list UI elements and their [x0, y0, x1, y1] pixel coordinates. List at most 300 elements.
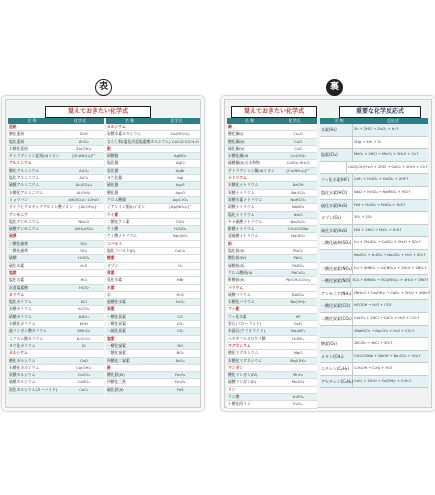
compound-formula: CH₃COONa — [287, 226, 309, 232]
compound-name: カリウム — [9, 291, 25, 297]
compound-formula — [279, 124, 317, 130]
compound-name: 塩化水素 — [9, 277, 25, 283]
table-row — [227, 372, 317, 379]
compound-name: 氷晶石(クリオライト) — [228, 328, 265, 334]
compound-name: 硝酸カリウム — [9, 313, 32, 319]
compound-formula — [64, 292, 104, 298]
compound-name: 塩化ナトリウム — [228, 211, 255, 217]
compound-formula — [160, 285, 200, 291]
table-row — [227, 233, 317, 240]
compound-formula: AlCl₃ — [79, 175, 89, 181]
compound-name: 二酸化炭素 — [107, 321, 126, 327]
reaction-row — [320, 124, 428, 137]
compound-formula: NaHCO₃ — [290, 196, 306, 202]
table-row — [106, 343, 200, 350]
compound-formula: HBr — [176, 277, 184, 283]
table-row — [106, 153, 200, 160]
reaction-row — [320, 212, 428, 225]
compound-formula — [64, 233, 104, 239]
reaction-row — [320, 363, 428, 376]
compound-formula: Ba(OH)₂ — [290, 299, 306, 305]
header-name: 名 称 — [27, 118, 37, 123]
table-row — [8, 219, 104, 226]
compound-name: 塩化アルミニウム — [9, 175, 40, 181]
table-row — [227, 314, 317, 321]
compound-formula: AgI — [177, 175, 184, 181]
compound-formula: CaO — [79, 357, 88, 363]
reaction-row — [320, 225, 428, 238]
table-row — [8, 299, 104, 306]
compound-name: 窒素 — [107, 335, 115, 341]
table-row — [227, 212, 317, 219]
compound-name: 酢酸ナトリウム — [228, 226, 255, 232]
compound-formula: Al₂(SO₄)₃ — [75, 182, 93, 188]
compound-formula: Mg(OH)₂ — [290, 357, 307, 363]
section-header — [227, 387, 317, 394]
section-header — [8, 270, 104, 277]
compound-formula: K₂CO₃ — [78, 306, 90, 312]
table-row — [106, 263, 200, 270]
table-row — [8, 314, 104, 321]
reaction-row — [320, 376, 428, 389]
table-row — [8, 197, 104, 204]
table-row — [227, 139, 317, 146]
table-row — [106, 219, 200, 226]
compound-formula: CS₂ — [176, 328, 184, 334]
table-row — [8, 277, 104, 284]
compound-name: 酸化マグネシウム — [228, 350, 259, 356]
reaction-row — [320, 250, 428, 263]
compound-formula: Ca(OH)₂ — [76, 364, 92, 370]
table-row — [227, 153, 317, 160]
compound-name: 鉄 — [107, 364, 111, 370]
compound-formula: KOH — [79, 321, 88, 327]
compound-name: 臭素 — [107, 269, 115, 275]
table-row — [106, 131, 200, 138]
reaction-equation: CaCO₃ + 2HCl → CaCl₂ + H₂O + CO₂↑ — [354, 315, 420, 320]
section-header — [106, 212, 200, 219]
section-header — [106, 270, 200, 277]
reaction-product: 塩化水素(HCl) — [320, 187, 353, 199]
compound-formula — [160, 146, 200, 152]
reaction-equation: CH₃COONa + NaOH → Na₂CO₃ + CH₄↑ — [354, 353, 421, 358]
compound-formula: CO₂ — [176, 321, 184, 327]
table-row — [8, 226, 104, 233]
compound-name: 酸化銅(II) — [228, 138, 245, 144]
compound-formula — [64, 350, 104, 356]
table-row — [106, 168, 200, 175]
formula-list — [8, 124, 104, 394]
compound-formula: Pb(CH₃COO)₂ — [285, 277, 311, 283]
table-row — [8, 343, 104, 350]
reaction-equation: FeS + 2HCl → FeCl₂ + H₂S↑ — [354, 227, 402, 232]
compound-formula: Fe₂O₃ — [175, 372, 186, 378]
table-row — [227, 146, 317, 153]
compound-name: 塩化アンモニウム — [9, 218, 40, 224]
table-row — [227, 255, 317, 262]
table-row — [227, 168, 317, 175]
compound-formula: Zn(OH)₂ — [76, 145, 92, 151]
reaction-product — [320, 137, 353, 149]
table-row — [8, 131, 104, 138]
compound-formula: K₂Cr₂O₇ — [76, 335, 91, 341]
reaction-equation: Na₂SO₃ + H₂SO₄ → Na₂SO₄ + H₂O + SO₂↑ — [354, 252, 427, 257]
compound-formula — [279, 285, 317, 291]
compound-formula: NaNO₃ — [291, 204, 305, 210]
compound-name: ヨウ化銀 — [107, 175, 123, 181]
compound-formula — [279, 241, 317, 247]
table-row — [8, 336, 104, 343]
table-row — [106, 321, 200, 328]
compound-formula: H₂O₂ — [175, 299, 185, 305]
compound-name: クロム酸鉛(II) — [228, 269, 253, 275]
header-formula: 化学式 — [170, 118, 183, 123]
section-header — [227, 306, 317, 313]
compound-formula: Na₂S₂O₃ — [290, 218, 306, 224]
reaction-equation: 3Cu + 8HNO₃ → 3Cu(NO₃)₂ + 4H₂O + 2NO↑ — [352, 278, 429, 283]
table-row — [227, 394, 317, 401]
compound-formula — [279, 175, 317, 181]
compound-formula: CaCO₃ — [77, 372, 90, 378]
compound-name: マンガン — [228, 364, 244, 370]
compound-formula: Cu(OH)₂ — [290, 153, 306, 159]
section-header — [227, 343, 317, 350]
section-header — [106, 306, 200, 313]
table-row — [227, 350, 317, 357]
table-row — [106, 182, 200, 189]
compound-name: 硫酸 — [9, 255, 17, 261]
table-row — [106, 233, 200, 240]
compound-formula: NO₂ — [176, 350, 184, 356]
reaction-equation: CaC₂ + 2H₂O → Ca(OH)₂ + C₂H₂↑ — [354, 378, 412, 383]
reaction-row — [320, 137, 428, 150]
compound-formula: NaCl — [293, 211, 303, 217]
compound-name: 一酸化炭素 — [107, 313, 126, 319]
compound-name: フッ素 — [228, 306, 240, 312]
reaction-equation: Zn + 2HCl → ZnCl₂ + H₂↑ — [354, 127, 399, 131]
compound-name: リン酸 — [228, 393, 240, 399]
header-name: 名 称 — [124, 118, 135, 123]
compound-formula: HClO — [79, 284, 89, 290]
compound-name: アルミニウム — [9, 160, 32, 166]
compound-name: 硫酸アンモニウム — [9, 226, 40, 232]
compound-name: 酸化鉛(IV) — [228, 255, 247, 261]
reaction-table — [320, 118, 431, 388]
compound-name: 水素 — [107, 284, 115, 290]
compound-name: 水酸化カリウム — [9, 321, 36, 327]
compound-name: 二硫化炭素 — [107, 328, 126, 334]
compound-name: バリウム — [228, 284, 244, 290]
compound-name: 硫化鉄(II) — [107, 386, 124, 392]
compound-formula: Al(OH)₃ — [76, 189, 91, 195]
compound-name: 鉛 — [228, 240, 232, 246]
compound-name: テトラアンミン亜鉛(II)イオン — [9, 153, 60, 159]
compound-formula: [Cu(NH₃)₄]²⁺ — [286, 167, 310, 173]
reaction-equation: MnO₂ + 4HCl → MnCl₂ + 2H₂O + Cl₂↑ — [354, 152, 420, 157]
table-row — [106, 299, 200, 306]
section-header — [106, 255, 200, 262]
compound-formula — [279, 343, 317, 349]
compound-name: 四酸化三鉄 — [107, 379, 126, 385]
front-label: 表 — [95, 79, 112, 96]
compound-name: 亜硫酸ナトリウム — [228, 233, 259, 239]
compound-name: 酸素 — [107, 255, 115, 261]
compound-name: 銅 — [228, 124, 232, 129]
compound-name: 四酸化二窒素 — [107, 357, 130, 363]
reaction-equation: Cu + 2H₂SO₄ → CuSO₄ + 2H₂O + SO₂↑ — [354, 240, 422, 245]
table-row — [8, 358, 104, 365]
table-row — [227, 190, 317, 197]
section-header — [106, 365, 200, 372]
table-row — [8, 255, 104, 262]
compound-name: 炭化カルシウム(カーバイド) — [9, 386, 58, 392]
compound-formula — [160, 255, 200, 261]
section-header — [227, 365, 317, 372]
formula-list — [106, 124, 200, 394]
reaction-product: メタン(CH₄) — [320, 351, 353, 363]
compound-name: 酸化カルシウム — [9, 357, 36, 363]
front-card — [2, 96, 204, 411]
compound-name: 酢酸鉛(II) — [228, 277, 245, 283]
reaction-row — [320, 288, 431, 301]
section-header — [227, 285, 317, 292]
compound-formula: Ag₂O — [175, 189, 185, 195]
section-header — [227, 241, 317, 248]
compound-formula: BaSO₄ — [292, 291, 305, 297]
table-row — [227, 299, 317, 306]
compound-formula: CuO — [294, 138, 303, 144]
table-row — [8, 241, 104, 248]
compound-name: 水酸化アルミニウム — [9, 189, 43, 195]
back-label: 裏 — [326, 79, 343, 96]
reaction-product: エチレン(C₂H₄) — [320, 363, 353, 375]
compound-name: アンモニア — [9, 211, 28, 217]
compound-name: 水酸化マグネシウム — [228, 357, 263, 363]
compound-formula — [279, 306, 317, 312]
compound-formula: CoCl₂ — [175, 248, 186, 254]
table-row — [227, 131, 317, 138]
reaction-row — [320, 263, 428, 276]
reaction-equation: 2Hg → 2H₂ + O₂ — [354, 139, 382, 144]
compound-name: 炭酸カリウム — [9, 306, 32, 312]
compound-name: 水酸化ナトリウム — [228, 182, 259, 188]
compound-name: カルシウム — [107, 124, 126, 129]
section-header — [227, 124, 317, 131]
reaction-equation: FeS + H₂SO₄ → FeSO₄ + H₂S↑ — [354, 202, 406, 207]
table-row — [227, 160, 317, 167]
compound-name: 塩化亜鉛 — [9, 138, 25, 144]
table-row — [106, 358, 200, 365]
compound-name: 二酸化窒素 — [107, 350, 126, 356]
table-row — [227, 197, 317, 204]
compound-formula: ZnCl₂ — [78, 138, 89, 144]
compound-formula: AgNO₃ — [174, 153, 187, 159]
compound-formula: H₂O — [176, 291, 184, 297]
reaction-row — [320, 300, 428, 313]
compound-name: 酸化亜鉛 — [9, 131, 25, 137]
table-row — [8, 139, 104, 146]
compound-formula: SO₃ — [80, 248, 88, 254]
compound-name: ヨウ化カリウム — [9, 342, 36, 348]
compound-name: 二酸化ケイ素 — [107, 218, 130, 224]
compound-formula: ZnO — [79, 131, 88, 137]
reaction-product: 酸素(O₂) — [320, 338, 353, 350]
section-header — [8, 233, 104, 240]
reaction-product: 硫化水素(H₂S) — [320, 200, 353, 212]
reaction-product: 一酸化炭素(CO) — [320, 300, 353, 312]
compound-formula — [160, 306, 200, 312]
table-row — [8, 153, 104, 160]
table-row — [227, 277, 317, 284]
compound-formula — [64, 160, 104, 166]
section-header — [8, 212, 104, 219]
reaction-row — [320, 174, 428, 187]
compound-name: 硫化銀 — [107, 182, 119, 188]
reaction-product: 塩素(Cl₂) — [320, 149, 353, 161]
compound-name: 亜鉛 — [9, 124, 17, 129]
compound-formula: (NH₄)₂SO₄ — [74, 226, 94, 232]
table-row — [106, 197, 200, 204]
compound-formula: [Ag(NH₃)₂]⁺ — [169, 204, 192, 210]
reaction-row — [320, 187, 428, 200]
reaction-equation: 3O₂ → 2O₃ — [354, 215, 372, 220]
table-row — [227, 292, 317, 299]
compound-formula: AgBr — [175, 167, 185, 173]
reaction-product: 二酸化硫黄(SO₂) — [320, 237, 353, 249]
compound-name: 炭素 — [107, 306, 115, 312]
compound-name: チオ硫酸ナトリウム — [228, 218, 263, 224]
compound-formula: PbCrO₄ — [291, 269, 305, 275]
compound-formula: [Zn(NH₃)₄]²⁺ — [72, 153, 96, 159]
table-row — [227, 263, 317, 270]
compound-name: 酸化アルミニウム — [9, 167, 40, 173]
compound-formula: KNO₃ — [78, 313, 89, 319]
formula-list — [227, 394, 317, 409]
compound-name: 塩素 — [9, 269, 17, 275]
compound-name: ケイ酸ナトリウム — [107, 233, 138, 239]
compound-name: テトラヒドロキシドアルミン酸イオン — [9, 204, 74, 210]
compound-formula: CaF₂ — [293, 321, 303, 327]
compound-formula — [279, 365, 317, 371]
compound-name: 塩化コバルト(II) — [107, 248, 135, 254]
compound-name: 臭化銀 — [107, 167, 119, 173]
table-row — [227, 321, 317, 328]
compound-name: 炭酸カルシウム — [9, 372, 36, 378]
table-row — [106, 248, 200, 255]
compound-formula: N₂O₄ — [175, 357, 185, 363]
compound-formula: Na₂CO₃ — [291, 189, 306, 195]
compound-name: 硝酸ナトリウム — [228, 204, 255, 210]
table-row — [106, 328, 200, 335]
reaction-equation: CaCl(ClO)·H₂O + 2HCl → CaCl₂ + 2H₂O + Cl₂↑ — [348, 164, 428, 169]
reaction-row — [320, 200, 428, 213]
formula-list — [227, 124, 317, 394]
compound-name: オゾン — [107, 262, 119, 268]
compound-name: 蛍石(フローライト) — [228, 321, 262, 327]
table-row — [227, 328, 317, 335]
compound-formula: AgCl — [175, 160, 185, 166]
front-column-2 — [106, 118, 200, 394]
compound-formula: P₄O₁₀ — [293, 401, 304, 407]
compound-name: ミョウバン — [9, 196, 28, 202]
table-row — [8, 379, 104, 386]
compound-name: 水 — [107, 291, 111, 297]
compound-formula: MnO₂ — [292, 372, 304, 378]
table-row — [227, 336, 317, 343]
reaction-equation: 2NaHCO₃ → Na₂CO₃ + H₂O + CO₂↑ — [354, 328, 415, 333]
header-formula: 化学式 — [74, 118, 86, 123]
compound-name: 酸化鉄(III) — [107, 372, 125, 378]
compound-formula: Na₂SO₃ — [291, 233, 305, 239]
compound-formula: Ca(HCO₃)₂ — [170, 131, 190, 137]
table-row — [106, 379, 200, 386]
table-row — [227, 270, 317, 277]
compound-name: 炭酸水素ナトリウム — [228, 196, 263, 202]
compound-name: 硫酸アルミニウム — [9, 182, 40, 188]
compound-formula: HCl — [80, 277, 88, 283]
compound-name: 塩化銀 — [107, 160, 119, 166]
compound-formula: SiO₂ — [176, 218, 185, 224]
table-row — [8, 328, 104, 335]
header-formula: 化学式 — [288, 118, 301, 123]
compound-formula — [160, 124, 200, 130]
table-row — [106, 372, 200, 379]
table-row — [8, 306, 104, 313]
reaction-row — [320, 237, 428, 250]
compound-name: ケイ素 — [107, 211, 119, 217]
compound-name: 硫酸マンガン(II) — [228, 379, 256, 385]
section-header — [106, 146, 200, 153]
compound-name: 過酸化水素 — [107, 299, 126, 305]
reaction-row — [320, 275, 428, 288]
compound-formula: [Al(OH)₄]⁻ — [79, 204, 99, 210]
compound-name: ヘキサフルオロケイ酸 — [228, 335, 266, 341]
compound-formula: H₃PO₄ — [292, 393, 304, 399]
compound-formula: HF — [295, 313, 301, 319]
table-row — [106, 314, 200, 321]
compound-name: 塩化鉛(II) — [228, 248, 245, 254]
table-row — [106, 139, 200, 146]
compound-formula: Ag₂S — [175, 182, 185, 188]
compound-formula: NaOH — [292, 182, 304, 188]
reaction-product: 一酸化窒素(NO) — [320, 275, 351, 287]
table-row — [227, 219, 317, 226]
compound-name: 硝酸銀 — [107, 153, 119, 159]
compound-formula — [64, 212, 104, 218]
compound-formula: H₂SiF₆ — [292, 335, 304, 341]
compound-name: 塩化カリウム — [9, 299, 32, 305]
back-title-reactions: 重要な化学反応式 — [339, 106, 421, 118]
compound-name: 硫酸鉛(II) — [228, 262, 245, 268]
compound-formula: PbCl₂ — [293, 248, 304, 254]
reaction-product: 二酸化炭素(CO₂) — [320, 313, 353, 325]
compound-formula: CaCl(ClO)·H₂O — [171, 138, 199, 144]
front-column-1 — [8, 118, 104, 394]
reaction-product — [320, 162, 347, 174]
table-row — [227, 226, 317, 233]
compound-name: 酸化銅(I) — [228, 131, 244, 137]
compound-formula: PbSO₄ — [292, 262, 304, 268]
section-header — [227, 175, 317, 182]
table-row — [8, 365, 104, 372]
section-header — [106, 241, 200, 248]
compound-name: マグネシウム — [228, 342, 251, 348]
compound-name: 炭酸ナトリウム — [228, 189, 255, 195]
reaction-equation: 2NH₄Cl + Ca(OH)₂ → CaCl₂ + 2H₂O + 2NH₃↑ — [353, 290, 431, 295]
compound-formula: MgO — [293, 350, 303, 356]
reaction-product — [320, 326, 353, 338]
reaction-row — [320, 326, 428, 339]
